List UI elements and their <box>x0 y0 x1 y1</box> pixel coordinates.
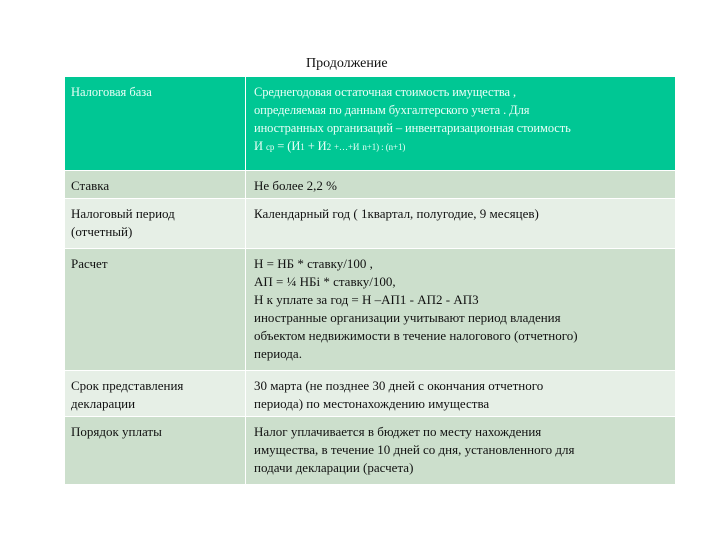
tax-period-value <box>246 199 676 249</box>
tax-table <box>65 77 675 485</box>
tax-base-label: Налоговая база <box>65 77 246 171</box>
table-caption: Продолжение <box>306 56 388 71</box>
formula-n-sub: n+1 <box>362 142 377 152</box>
calculation-label: Расчет <box>65 249 246 371</box>
tax-base-line-3: иностранных организаций – инвентаризационная стоимость <box>254 121 571 135</box>
table-row-declaration-deadline <box>65 371 675 417</box>
declaration-deadline-line-1: 30 марта (не позднее 30 дней с окончания отчетного <box>254 378 544 393</box>
rate-value <box>246 171 676 199</box>
calculation-line-6: периода. <box>254 346 302 361</box>
calculation-line-1: Н = НБ * ставку/100 , <box>254 256 373 271</box>
tax-base-line-1: Среднегодовая остаточная стоимость имущества , <box>254 85 516 99</box>
declaration-deadline-line-2: периода) по местонахождению имущества <box>254 396 490 411</box>
table-row-tax-period <box>65 199 675 249</box>
payment-procedure-line-2: имущества, в течение 10 дней со дня, установленного для <box>254 442 575 457</box>
declaration-deadline-label <box>65 371 246 417</box>
calculation-line-4: иностранные организации учитывают период владения <box>254 310 561 325</box>
declaration-deadline-value <box>246 371 676 417</box>
calculation-line-2: АП = ¼ НБi * ставку/100, <box>254 274 396 289</box>
tax-period-label <box>65 199 246 249</box>
formula-term1-sub: 1 <box>300 142 305 152</box>
tax-base-formula <box>254 137 669 156</box>
tax-period-label-text: Налоговый период (отчетный) <box>71 206 175 239</box>
formula-tail: ) : (n+1) <box>376 142 406 152</box>
tax-base-line-2: определяемая по данным бухгалтерского учета . Для <box>254 103 530 117</box>
table-row-rate <box>65 171 675 199</box>
rate-line-1: Не более 2,2 % <box>254 178 337 193</box>
table-row-payment-procedure <box>65 417 675 485</box>
formula-rest: +…+И <box>334 142 360 152</box>
formula-plus: + И <box>304 139 327 153</box>
payment-procedure-label: Порядок уплаты <box>65 417 246 485</box>
calculation-line-3: Н к уплате за год = Н –АП1 - АП2 - АП3 <box>254 292 479 307</box>
declaration-deadline-label-text: Срок представления декларации <box>71 378 184 411</box>
payment-procedure-line-3: подачи декларации (расчета) <box>254 460 414 475</box>
payment-procedure-line-1: Налог уплачивается в бюджет по месту нахождения <box>254 424 542 439</box>
formula-head-sub: ср <box>265 142 275 152</box>
table-row-calculation <box>65 249 675 371</box>
calculation-value <box>246 249 676 371</box>
rate-label: Ставка <box>65 171 246 199</box>
tax-base-value <box>246 77 676 171</box>
formula-eq: = (И <box>277 139 301 153</box>
tax-period-line-1: Календарный год ( 1квартал, полугодие, 9 месяцев) <box>254 206 539 221</box>
payment-procedure-value <box>246 417 676 485</box>
table-row-tax-base <box>65 77 675 171</box>
calculation-line-5: объектом недвижимости в течение налогового (отчетного) <box>254 328 578 343</box>
formula-term2-sub: 2 <box>326 142 332 152</box>
formula-head: И <box>254 139 263 153</box>
